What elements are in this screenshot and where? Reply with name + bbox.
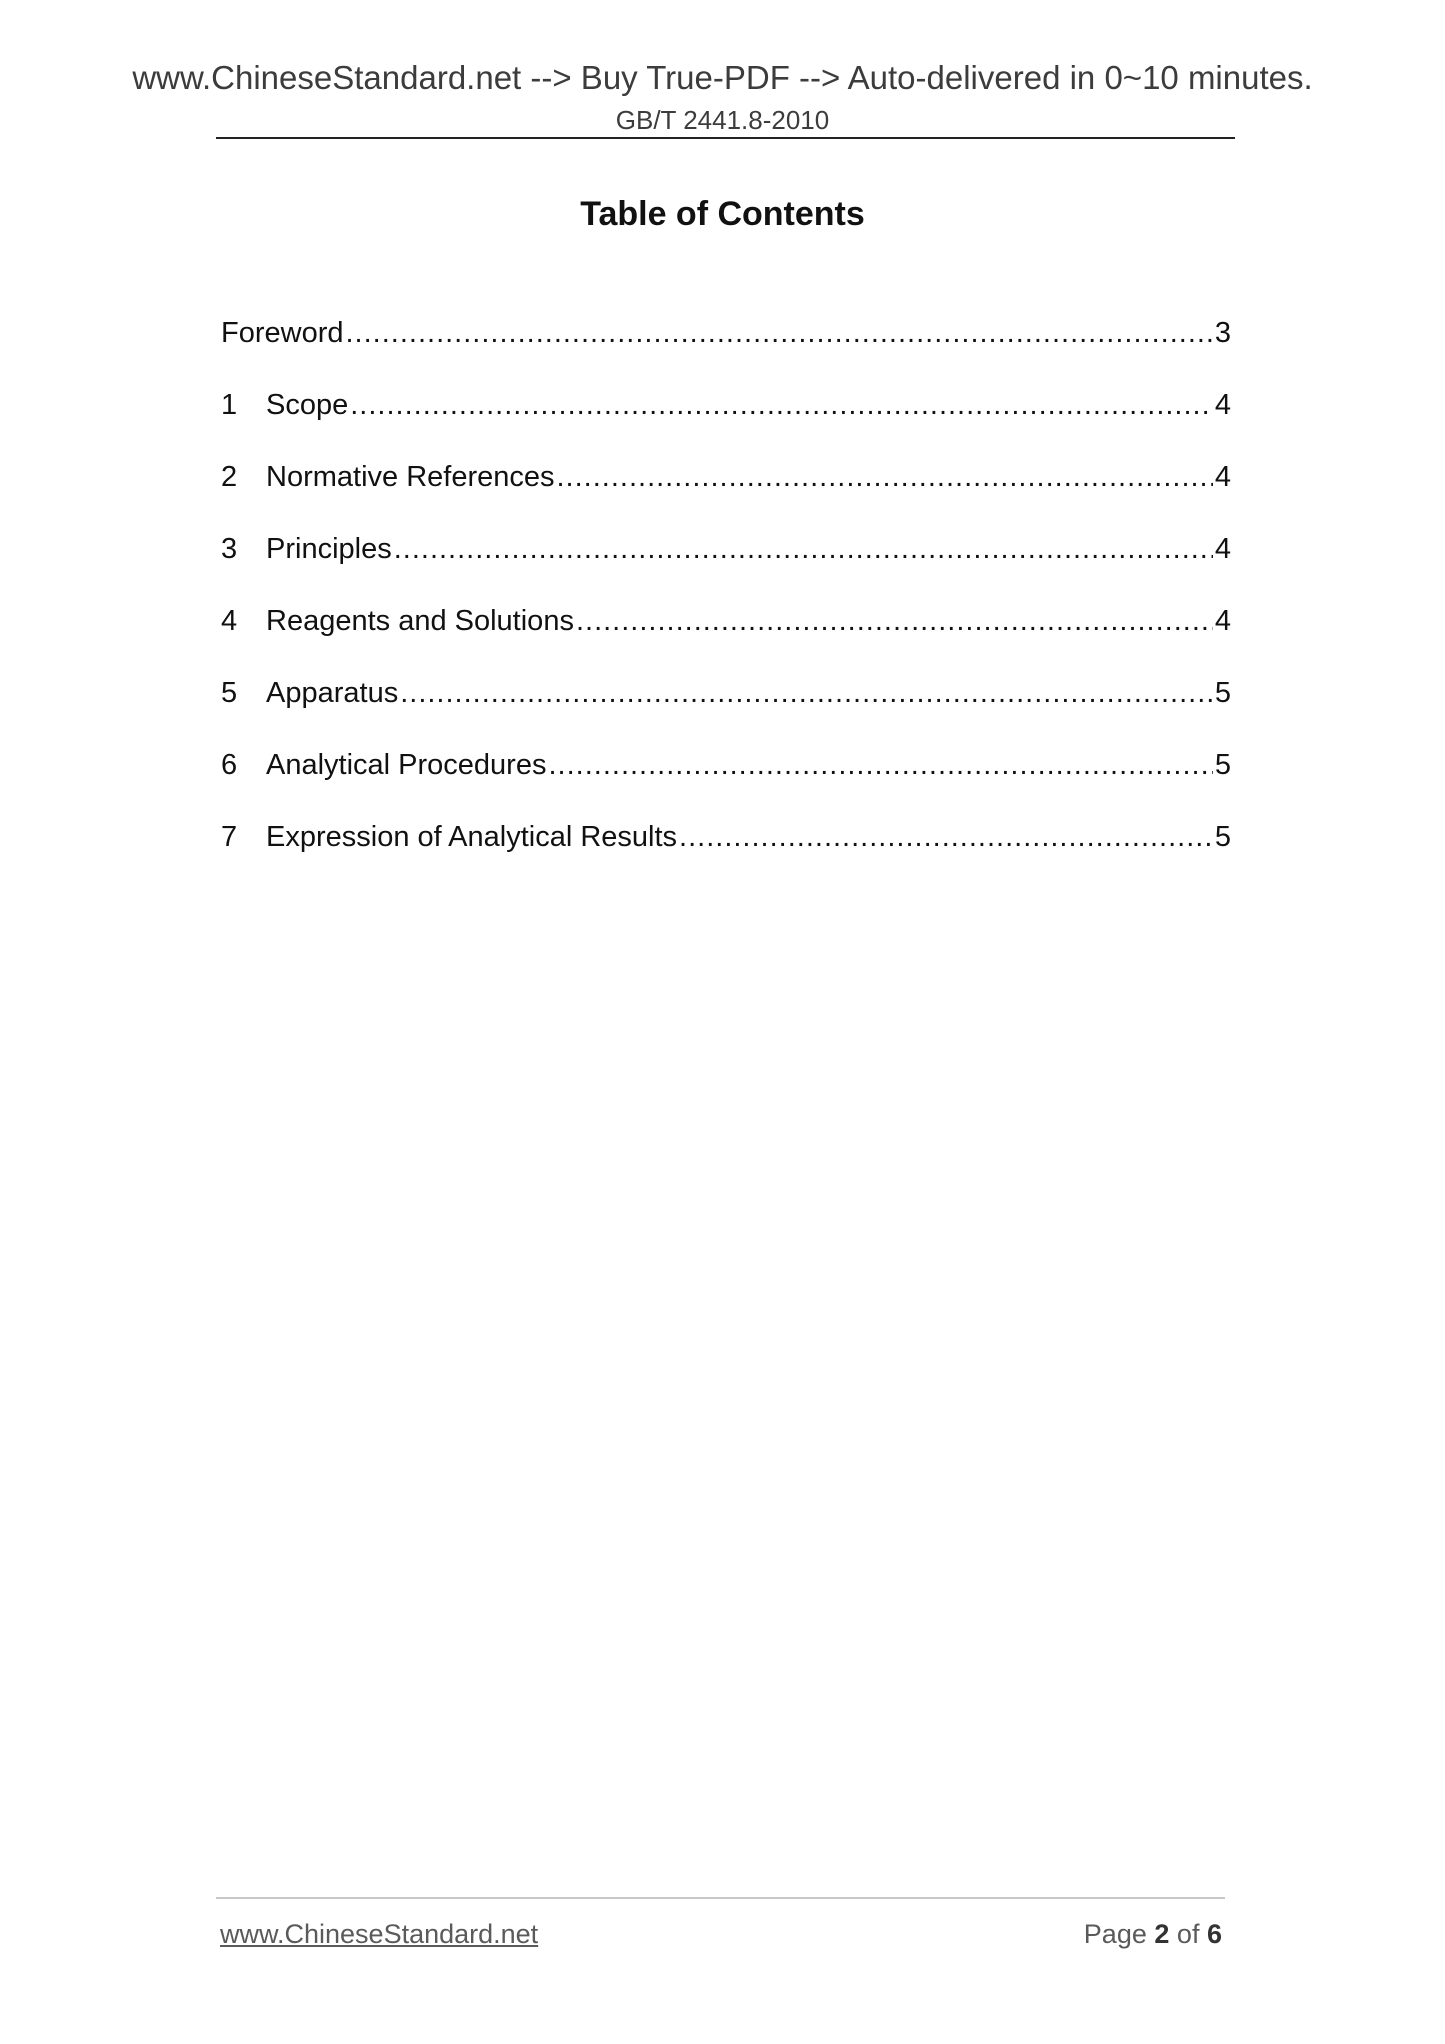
page-number (1084, 1917, 1222, 1951)
toc-dot-leader (576, 600, 1213, 642)
toc-entry-normative-references[interactable] (221, 456, 1231, 528)
toc-entry-page: 4 (1214, 389, 1231, 421)
toc-entry-number: 4 (221, 605, 238, 637)
toc-entry-label: Expression of Analytical Results (266, 821, 678, 853)
document-code: GB/T 2441.8-2010 (615, 105, 830, 135)
toc-dot-leader (350, 384, 1213, 426)
toc-entry-number: 1 (221, 389, 238, 421)
toc-dot-leader (400, 672, 1213, 714)
page-current: 2 (1154, 1919, 1170, 1949)
toc-entry-principles[interactable] (221, 528, 1231, 600)
toc-entry-page: 3 (1214, 317, 1231, 349)
page-prefix: Page (1083, 1919, 1147, 1949)
header-divider (216, 137, 1235, 139)
toc-entry-label: Normative References (266, 461, 555, 493)
toc-entry-page: 5 (1214, 677, 1231, 709)
toc-entry-analytical-procedures[interactable] (221, 744, 1231, 816)
toc-entry-number: 2 (221, 461, 238, 493)
toc-entry-label: Scope (266, 389, 349, 421)
toc-entry-scope[interactable] (221, 384, 1231, 456)
toc-entry-number: 3 (221, 533, 238, 565)
toc-entry-label: Reagents and Solutions (266, 605, 574, 637)
toc-entry-page: 4 (1214, 533, 1231, 565)
footer-site-link[interactable]: www.ChineseStandard.net (220, 1919, 539, 1949)
toc-dot-leader (394, 528, 1213, 570)
toc-entry-page: 4 (1214, 461, 1231, 493)
toc-entry-reagents-and-solutions[interactable] (221, 600, 1231, 672)
toc-entry-number: 6 (221, 749, 238, 781)
toc-entry-number: 5 (221, 677, 238, 709)
toc-entry-label: Foreword (221, 317, 344, 349)
toc-entry-apparatus[interactable] (221, 672, 1231, 744)
toc-dot-leader (679, 816, 1213, 858)
page-of: of (1176, 1919, 1200, 1949)
toc-entry-expression-of-analytical-results[interactable] (221, 816, 1231, 888)
toc-dot-leader (557, 456, 1213, 498)
footer-divider (216, 1897, 1225, 1899)
toc-entry-foreword[interactable] (221, 312, 1231, 384)
header-banner: www.ChineseStandard.net --> Buy True-PDF --> Auto-delivered in 0~10 minutes. (132, 59, 1313, 96)
toc-title: Table of Contents (580, 195, 865, 233)
toc-entry-page: 5 (1214, 749, 1231, 781)
toc-entry-page: 5 (1214, 821, 1231, 853)
page-total: 6 (1206, 1919, 1222, 1949)
toc-dot-leader (346, 312, 1213, 354)
toc-dot-leader (548, 744, 1212, 786)
toc-entry-label: Principles (266, 533, 392, 565)
toc-entry-label: Apparatus (266, 677, 399, 709)
toc-list (221, 312, 1231, 888)
toc-entry-number: 7 (221, 821, 238, 853)
toc-entry-label: Analytical Procedures (266, 749, 547, 781)
toc-entry-page: 4 (1214, 605, 1231, 637)
